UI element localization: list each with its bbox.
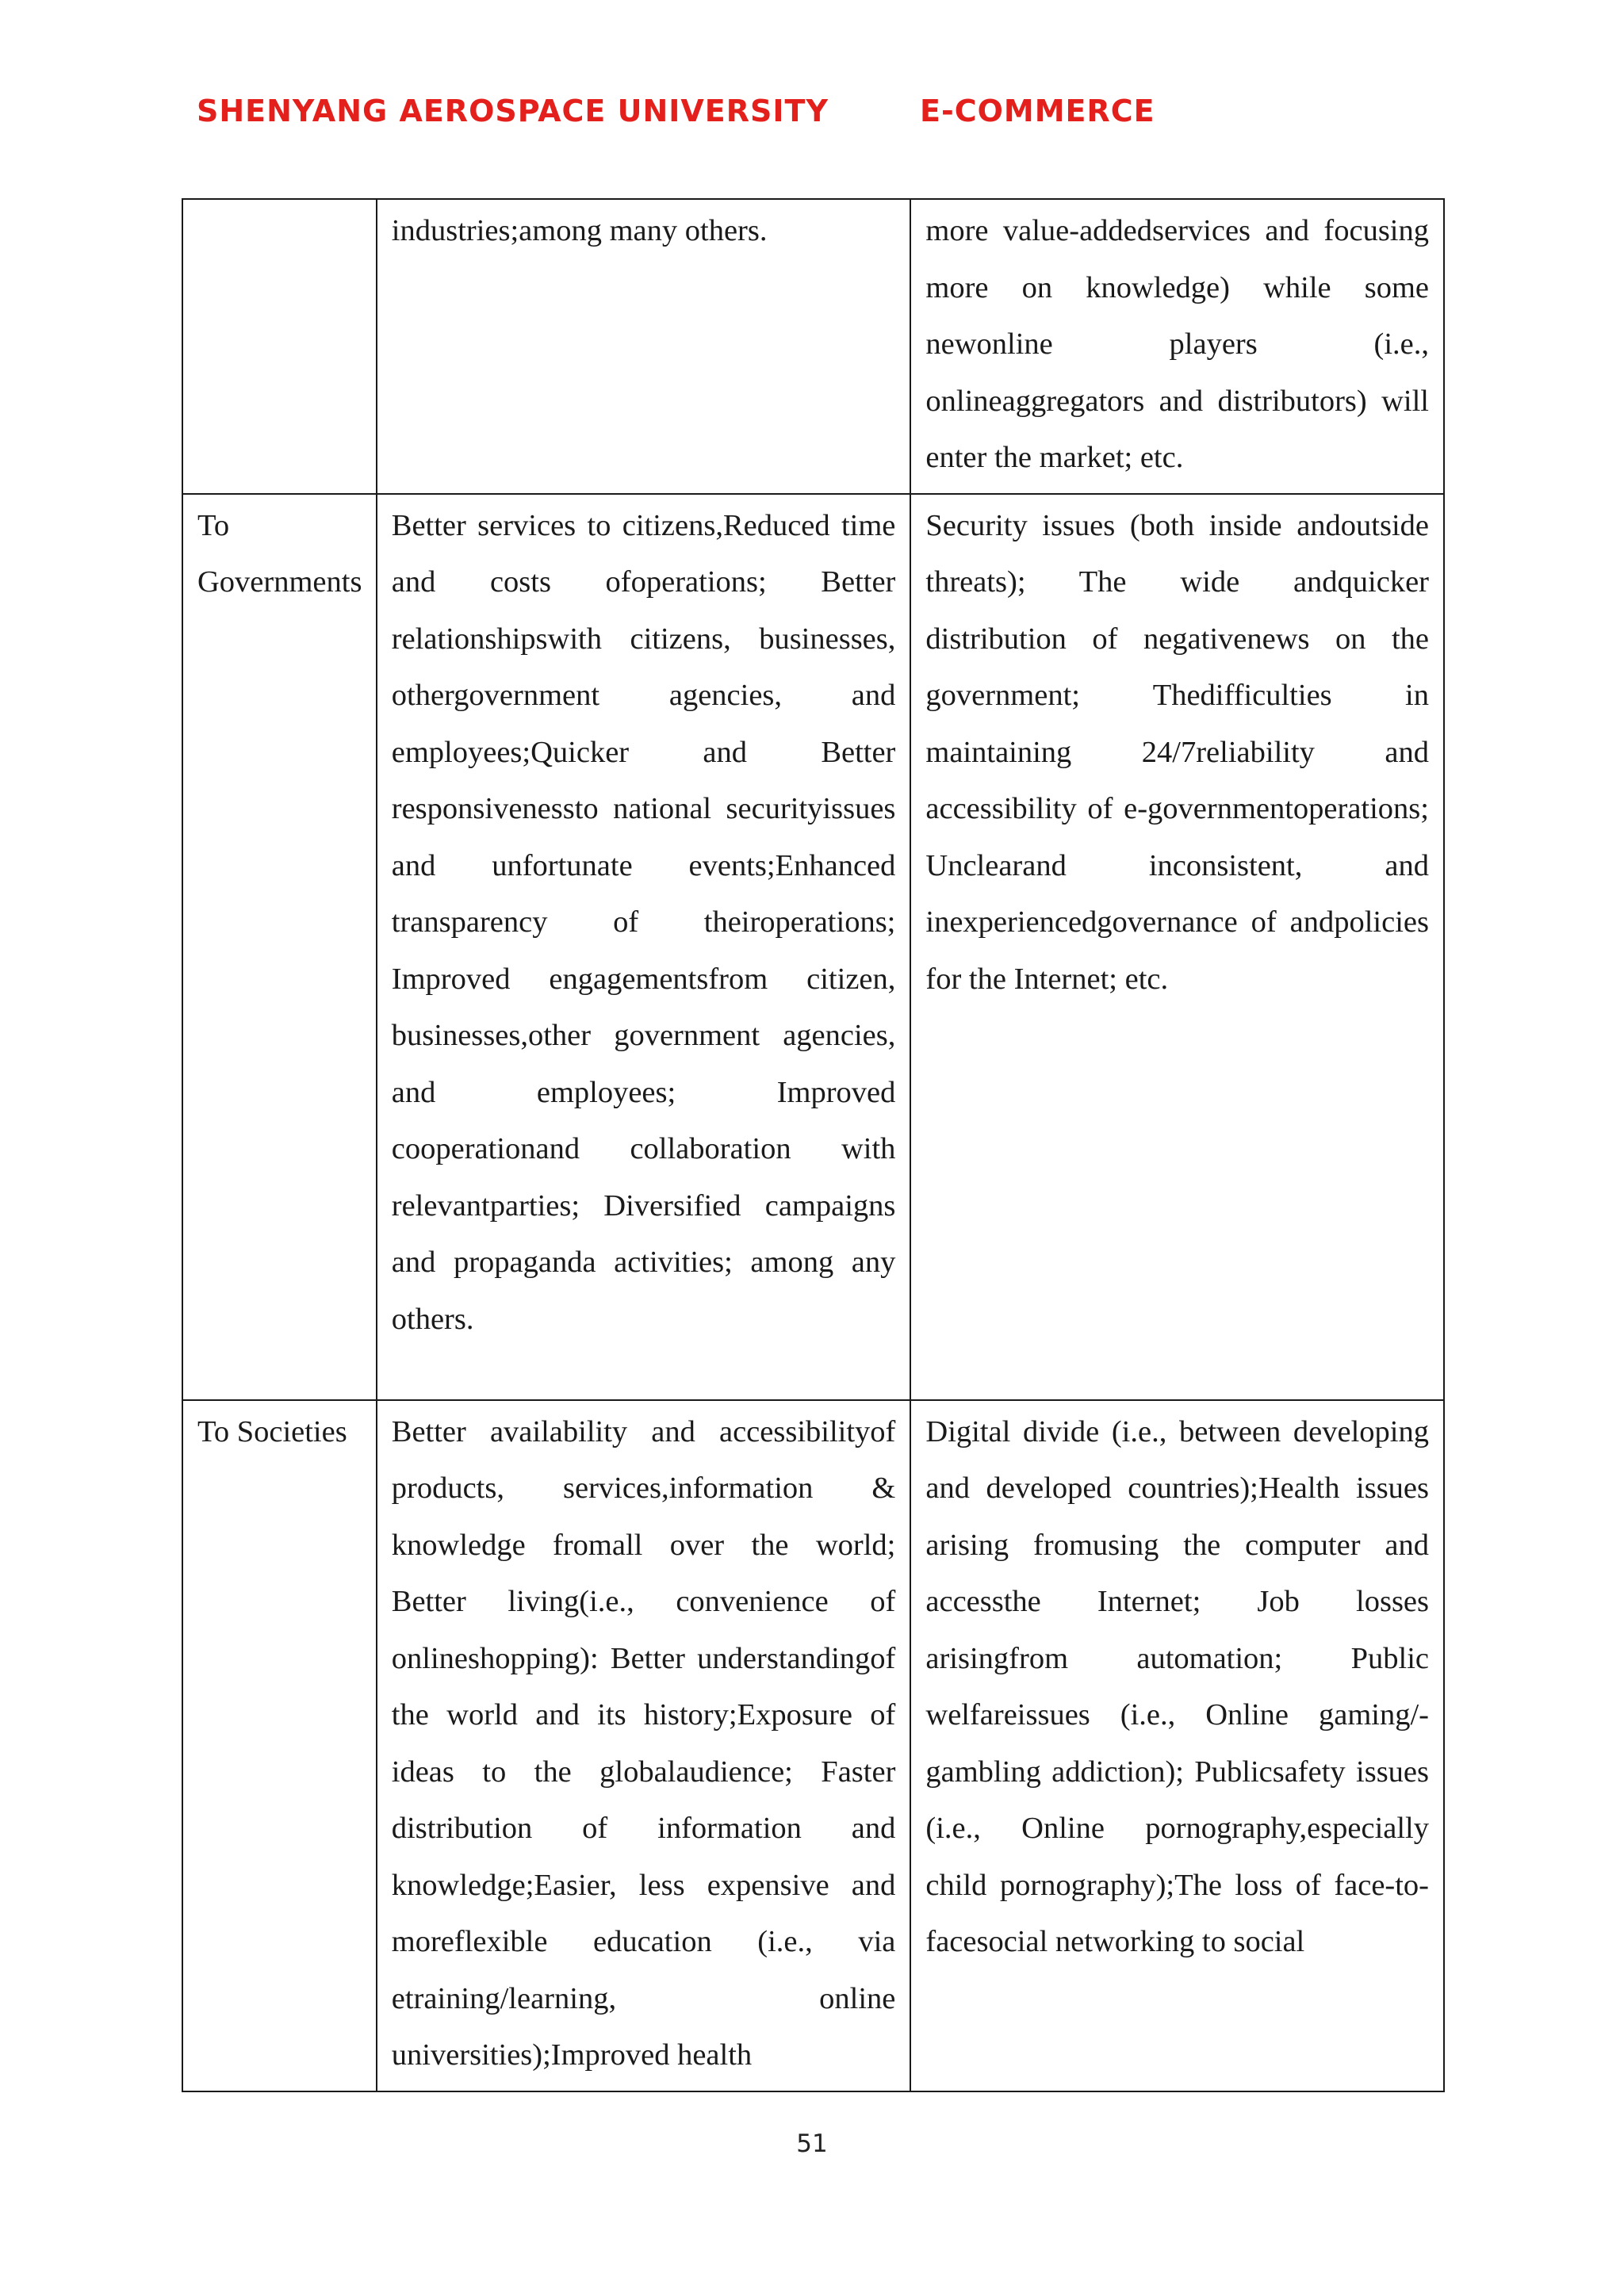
row-label-cell: To Societies [182,1400,377,2091]
impact-table [182,198,1445,2092]
table-row [182,1400,1444,2091]
limitations-cell: Security issues (both inside andoutside threats); The wide andquicker distribution of negativenews on the government; Thedifficulties in maintaining 24/7reliability and accessibility of e-governmentoperations; Unclearand inconsistent, and inexperiencedgovernance of andpolicies for the Internet; etc. [910,494,1444,1400]
course-title: E-COMMERCE [920,94,1155,128]
limitations-cell: more value-addedservices and focusing more on knowledge) while some newonline players (i.e., onlineaggregators and distributors) will enter the market; etc. [910,199,1444,494]
university-name: SHENYANG AEROSPACE UNIVERSITY [197,94,829,128]
benefits-cell: Better services to citizens,Reduced time and costs ofoperations; Better relationshipswith citizens, businesses, othergovernment agencies, and employees;Quicker and Better responsivenessto national securityissues and unfortunate events;Enhanced transparency of theiroperations; Improved engagementsfrom citizen, businesses,other government agencies, and employees; Improved cooperationand collaboration with relevantparties; Diversified campaigns and propaganda activities; among any others. [377,494,911,1400]
page-number: 51 [796,2130,828,2158]
row-label-cell: To Governments [182,494,377,1400]
table-row [182,494,1444,1400]
benefits-cell: Better availability and accessibilityof products, services,information & knowledge fromall over the world; Better living(i.e., convenience of onlineshopping): Better understandingof the world and its history;Exposure of ideas to the globalaudience; Faster distribution of information and knowledge;Easier, less expensive and moreflexible education (i.e., via etraining/learning, online universities);Improved health [377,1400,911,2091]
page-header [197,94,1465,141]
benefits-cell: industries;among many others. [377,199,911,494]
limitations-cell: Digital divide (i.e., between developing and developed countries);Health issues arising fromusing the computer and accessthe Internet; Job losses arisingfrom automation; Public welfareissues (i.e., Online gaming/-gambling addiction); Publicsafety issues (i.e., Online pornography,especially child pornography);The loss of face-to-facesocial networking to social [910,1400,1444,2091]
row-label-cell [182,199,377,494]
table-row [182,199,1444,494]
